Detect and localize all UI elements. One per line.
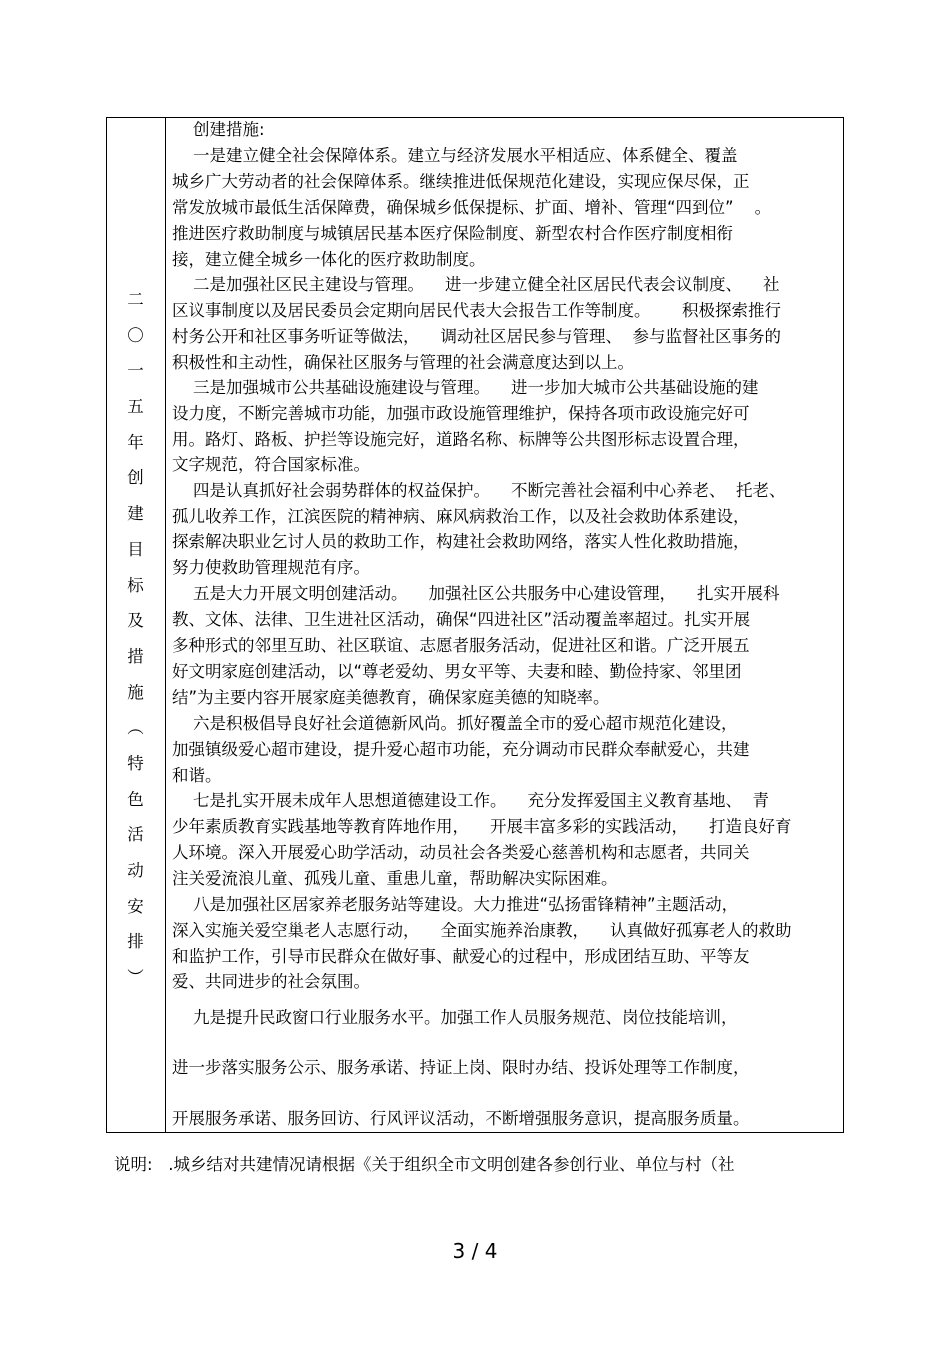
- content-line: 爱、共同进步的社会氛围。: [172, 972, 370, 991]
- content-line: 四是认真抓好社会弱势群体的权益保护。 不断完善社会福利中心养老、 托老、: [172, 481, 786, 500]
- content-line: 少年素质教育实践基地等教育阵地作用， 开展丰富多彩的实践活动， 打造良好育: [172, 817, 792, 836]
- content-line: 三是加强城市公共基础设施建设与管理。 进一步加大城市公共基础设施的建: [172, 378, 759, 397]
- content-line: 设力度，不断完善城市功能，加强市政设施管理维护，保持各项市政设施完好可: [172, 404, 750, 423]
- side-title-char: 标: [127, 575, 144, 595]
- content-line: 进一步落实服务公示、服务承诺、持证上岗、限时办结、投诉处理等工作制度，: [172, 1058, 750, 1077]
- content-line: 九是提升民政窗口行业服务水平。加强工作人员服务规范、岗位技能培训，: [172, 1008, 738, 1027]
- content-line: 注关爱流浪儿童、孤残儿童、重患儿童，帮助解决实际困难。: [172, 869, 618, 888]
- side-title-char: 动: [127, 861, 144, 880]
- content-line: 五是大力开展文明创建活动。 加强社区公共服务中心建设管理， 扎实开展科: [172, 584, 780, 603]
- content-line: 接，建立健全城乡一体化的医疗救助制度。: [172, 250, 486, 269]
- content-line: 人环境。深入开展爱心助学活动，动员社会各类爱心慈善机构和志愿者，共同关: [172, 843, 750, 862]
- side-title-char: 年: [127, 432, 144, 452]
- content-line: 努力使救助管理规范有序。: [172, 558, 370, 577]
- content-line: 积极性和主动性，确保社区服务与管理的社会满意度达到以上。: [172, 353, 634, 372]
- content-line: 和监护工作，引导市民群众在做好事、献爱心的过程中，形成团结互助、平等友: [172, 947, 750, 966]
- side-title-char: 色: [127, 789, 144, 809]
- side-title-char: 创: [127, 468, 144, 488]
- section-heading: 创建措施:: [172, 120, 265, 139]
- side-title-char: 二: [127, 290, 144, 309]
- page-number: 3 / 4: [452, 1239, 498, 1263]
- content-line: 多种形式的邻里互助、社区联谊、志愿者服务活动，促进社区和谐。广泛开展五: [172, 636, 750, 655]
- content-line: 六是积极倡导良好社会道德新风尚。抓好覆盖全市的爱心超市规范化建设，: [172, 714, 738, 733]
- content-line: 和谐。: [172, 766, 222, 785]
- content-line: 加强镇级爱心超市建设，提升爱心超市功能，充分调动市民群众奉献爱心，共建: [172, 740, 750, 759]
- side-title-char: 五: [127, 397, 144, 417]
- content-line: 开展服务承诺、服务回访、行风评议活动，不断增强服务意识，提高服务质量。: [172, 1109, 750, 1128]
- side-title-char: 特: [127, 753, 144, 773]
- content-line: 好文明家庭创建活动，以“尊老爱幼、男女平等、夫妻和睦、勤俭持家、邻里团: [172, 662, 742, 681]
- side-title-char: 一: [127, 361, 144, 381]
- content-line: 用。路灯、路板、护拦等设施完好，道路名称、标牌等公共图形标志设置合理，: [172, 430, 750, 449]
- content-line: 八是加强社区居家养老服务站等建设。大力推进“弘扬雷锋精神”主题活动，: [172, 895, 739, 914]
- side-title-char: 安: [127, 896, 144, 916]
- side-title-char: 目: [127, 539, 144, 559]
- side-title-char: 及: [127, 611, 144, 631]
- side-title-column: [106, 282, 165, 996]
- side-title-char: 施: [127, 682, 144, 702]
- content-line: 二是加强社区民主建设与管理。 进一步建立健全社区居民代表会议制度、 社: [172, 275, 780, 294]
- content-line: 村务公开和社区事务听证等做法， 调动社区居民参与管理、 参与监督社区事务的: [172, 327, 781, 346]
- side-title-char: 〇: [127, 325, 144, 345]
- side-title-char: ︶: [127, 968, 144, 988]
- side-title-char: 建: [127, 504, 144, 524]
- content-line: 常发放城市最低生活保障费，确保城乡低保提标、扩面、增补、管理“四到位” 。: [172, 198, 772, 217]
- table-column-divider: [165, 117, 166, 1133]
- content-line: 结”为主要内容开展家庭美德教育，确保家庭美德的知晓率。: [172, 688, 610, 707]
- note-text: 说明: .城乡结对共建情况请根据《关于组织全市文明创建各参创行业、单位与村（社: [114, 1155, 735, 1174]
- content-line: 孤儿收养工作，江滨医院的精神病、麻风病救治工作，以及社会救助体系建设，: [172, 507, 750, 526]
- content-line: 城乡广大劳动者的社会保障体系。继续推进低保规范化建设，实现应保尽保，正: [172, 172, 750, 191]
- content-line: 探索解决职业乞讨人员的救助工作，构建社会救助网络，落实人性化救助措施，: [172, 532, 750, 551]
- side-title-char: 排: [127, 932, 144, 952]
- content-line: 教、文体、法律、卫生进社区活动，确保“四进社区”活动覆盖率超过。扎实开展: [172, 610, 751, 629]
- content-line: 推进医疗救助制度与城镇居民基本医疗保险制度、新型农村合作医疗制度相衔: [172, 224, 733, 243]
- content-line: 一是建立健全社会保障体系。建立与经济发展水平相适应、体系健全、覆盖: [172, 146, 738, 165]
- side-title-char: 活: [127, 825, 144, 845]
- content-line: 区议事制度以及居民委员会定期向居民代表大会报告工作等制度。 积极探索推行: [172, 301, 781, 320]
- side-title-char: 措: [127, 646, 144, 666]
- content-line: 深入实施关爱空巢老人志愿行动， 全面实施养治康教， 认真做好孤寡老人的救助: [172, 921, 792, 940]
- content-line: 七是扎实开展未成年人思想道德建设工作。 充分发挥爱国主义教育基地、 青: [172, 791, 769, 810]
- side-title-char: ︵: [127, 718, 144, 738]
- content-line: 文字规范，符合国家标准。: [172, 455, 370, 474]
